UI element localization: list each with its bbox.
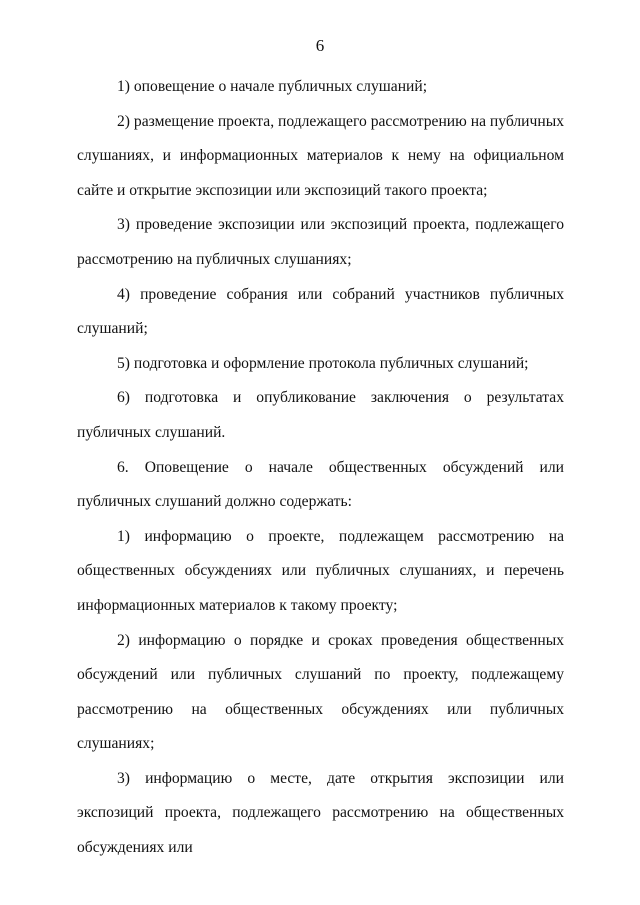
- paragraph: 4) проведение собрания или собраний участников публичных слушаний;: [77, 285, 564, 338]
- paragraph: 6. Оповещение о начале общественных обсуждений или публичных слушаний должно содержать:: [77, 458, 564, 511]
- paragraph: 1) оповещение о начале публичных слушаний;: [117, 78, 428, 95]
- paragraph: 2) размещение проекта, подлежащего рассмотрению на публичных слушаниях, и информационных материалов к нему на официальном сайте и открытие экспозиции или экспозиций такого проекта;: [77, 112, 564, 199]
- paragraph: 5) подготовка и оформление протокола публичных слушаний;: [117, 354, 529, 372]
- paragraph: 6) подготовка и опубликование заключения о результатах публичных слушаний.: [77, 389, 564, 441]
- paragraph: 3) проведение экспозиции или экспозиций проекта, подлежащего рассмотрению на публичных слушаниях;: [77, 216, 564, 268]
- paragraph: 3) информацию о месте, дате открытия экспозиции или экспозиций проекта, подлежащего рассмотрению на общественных обсуждениях или: [77, 769, 564, 857]
- paragraph: 2) информацию о порядке и сроках проведения общественных обсуждений или публичных слушаний по проекту, подлежащему рассмотрению на общественных обсуждениях или публичных слушаниях;: [77, 631, 564, 753]
- page-number: 6: [315, 36, 325, 55]
- paragraph: 1) информацию о проекте, подлежащем рассмотрению на общественных обсуждениях или публичных слушаниях, и перечень информационных материалов к такому проекту;: [77, 527, 564, 614]
- document-body: [77, 70, 564, 866]
